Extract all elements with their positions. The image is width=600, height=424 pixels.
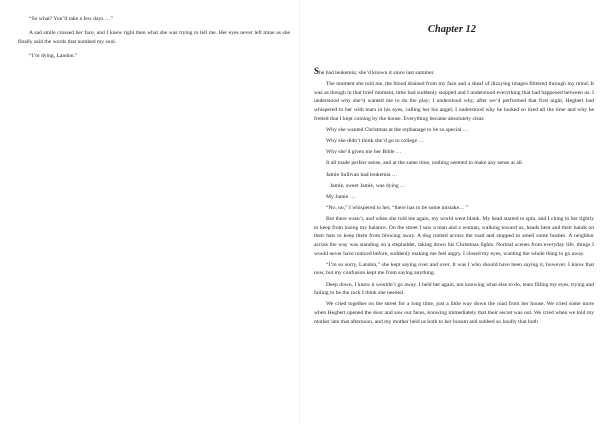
body-paragraph: Why she didn’t think she’d go to college …: [326, 137, 425, 144]
body-paragraph: We cried together on the street for a long time, just a little way down the road from her house. We cried some more when Hegbert opened the door and saw our faces, knowing immediately that their secret was out. We cried when we told my mother late that afternoon, and my mother held us both to her bosom and sobbed so loudly that both: [314, 301, 594, 325]
left-paragraph-1: “So what? You’ll take a few days …”: [29, 16, 113, 22]
left-page: [0, 0, 296, 424]
body-paragraph: Jamie, sweet Jamie, was dying …: [330, 182, 406, 189]
body-paragraph: Jamie Sullivan had leukemia …: [326, 171, 398, 178]
body-paragraph: The moment she told me, the blood drained from my face and a sheaf of dizzying images flittered through my mind. It was as though in that brief moment, time had suddenly stopped and I understood everything that had happened between us. I understood why she’d wanted me to do the play; I understood why, after we’d performed that first night, Hegbert had whispered to her with tears in his eyes, calling her his angel; I understood why he looked so tired all the time and why he fretted that I kept coming by the house. Everything became absolutely clear.: [314, 81, 594, 122]
opening-paragraph: [314, 67, 594, 78]
body-paragraph: Deep down, I knew it wouldn’t go away. I held her again, not knowing what else to do, tears filling my eyes, trying and failing to be the rock I think she needed.: [314, 281, 594, 297]
opening-text: he had leukemia; she’d known it since last summer.: [319, 70, 435, 76]
body-paragraph: “No, no,” I whispered to her, “there has to be some mistake… ”: [326, 205, 469, 212]
drop-cap: S: [314, 66, 320, 76]
body-paragraph: “I’m so sorry, Landon,” she kept saying over and over. It was I who should have been saying it, however. I know that now, but my confusion kept me from saying anything.: [314, 261, 594, 277]
body-paragraph: Why she wanted Christmas at the orphanage to be so special …: [326, 126, 469, 133]
right-page: [304, 0, 600, 424]
chapter-body: [314, 67, 594, 329]
body-paragraph: It all made perfect sense, and at the same time, nothing seemed to make any sense at all.: [326, 160, 524, 167]
left-paragraph-2: A sad smile crossed her face, and I knew right then what she was trying to tell me. Her eyes never left mine as she finally said the words that numbed my soul.: [18, 30, 290, 45]
left-paragraph-3: “I’m dying, Landon.”: [29, 53, 78, 59]
page-gutter: [299, 0, 300, 424]
body-paragraph: Why she’d given me her Bible …: [326, 149, 402, 156]
chapter-title: Chapter 12: [427, 24, 477, 35]
body-paragraph: But there wasn’t, and when she told me again, my world went blank. My head started to spin, and I clung to her tightly to keep from losing my balance. On the street I saw a man and a woman, walking toward us, heads bent and their hands on their hats to keep them from blowing away. A dog trotted across the road and stopped to smell some bushes. A neighbor across the way was standing on a stepladder, taking down his Christmas lights. Normal scenes from everyday life, things I would never have noticed before, suddenly making me feel angry. I closed my eyes, wanting the whole thing to go away.: [314, 216, 594, 257]
body-paragraph: My Jamie …: [326, 193, 356, 200]
